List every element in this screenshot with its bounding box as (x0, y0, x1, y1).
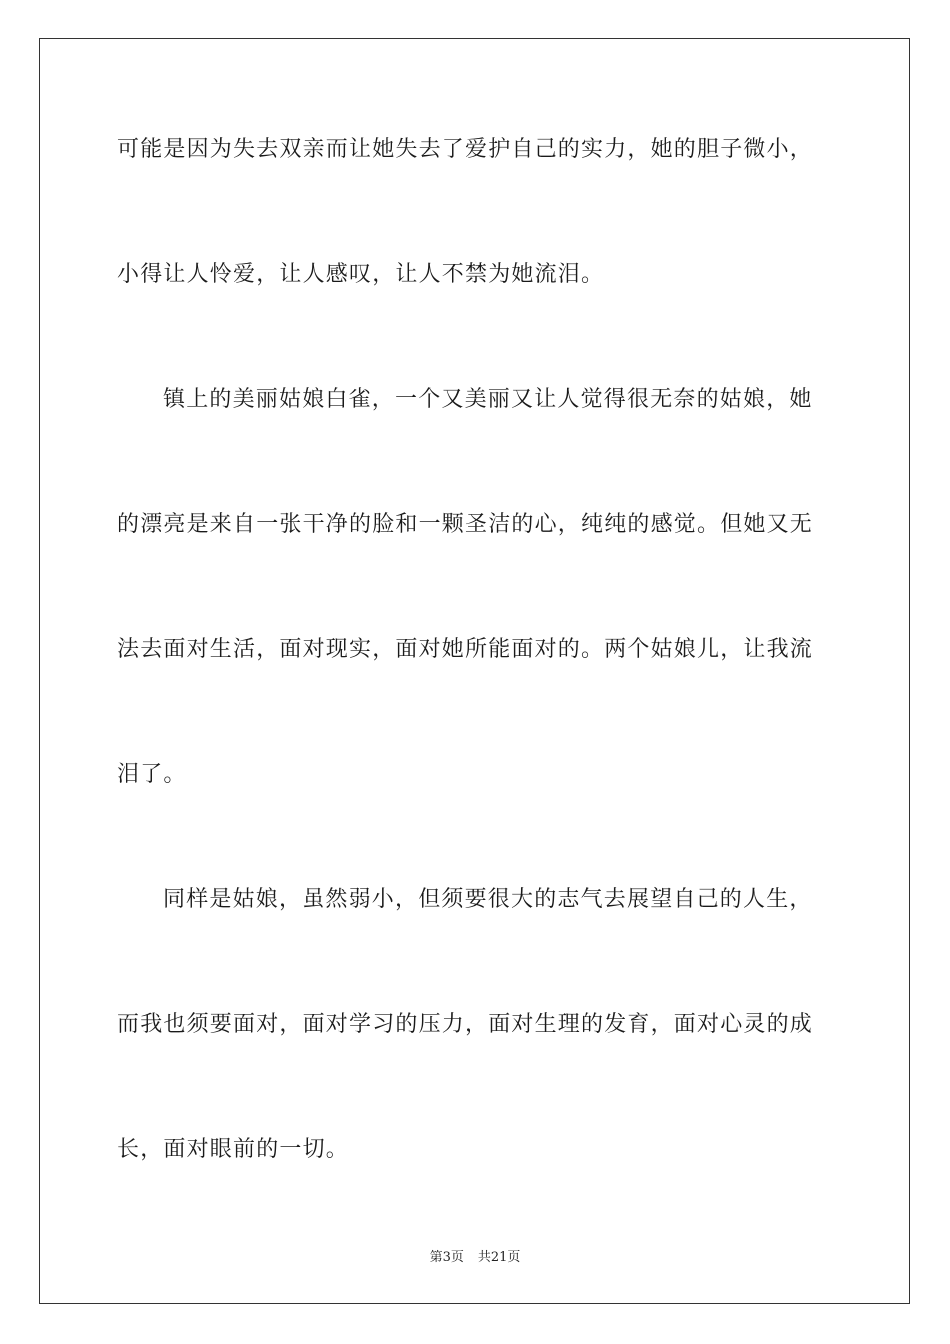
text-line: 的漂亮是来自一张干净的脸和一颗圣洁的心，纯纯的感觉。但她又无 (117, 512, 814, 537)
text-line: 而我也须要面对，面对学习的压力，面对生理的发育，面对心灵的成 (117, 1012, 814, 1037)
text-line: 可能是因为失去双亲而让她失去了爱护自己的实力，她的胆子微小， (117, 137, 814, 162)
page-footer (0, 1246, 950, 1265)
page-number: 第3页 (429, 1250, 464, 1265)
page-total: 共21页 (477, 1250, 521, 1265)
text-line: 长，面对眼前的一切。 (117, 1137, 350, 1162)
text-line: 小得让人怜爱，让人感叹，让人不禁为她流泪。 (117, 262, 605, 287)
text-line: 泪了。 (117, 762, 187, 787)
text-line: 同样是姑娘，虽然弱小，但须要很大的志气去展望自己的人生， (163, 887, 813, 912)
text-line: 法去面对生活，面对现实，面对她所能面对的。两个姑娘儿，让我流 (117, 637, 814, 662)
page-border (39, 38, 910, 1304)
text-line: 镇上的美丽姑娘白雀，一个又美丽又让人觉得很无奈的姑娘，她 (163, 387, 813, 412)
